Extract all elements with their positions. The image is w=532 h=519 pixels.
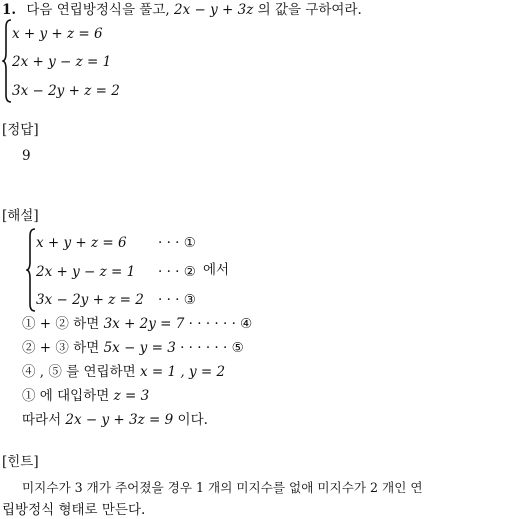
- step-2-lead: ② + ③ 하면: [22, 340, 100, 356]
- solution-eq-1: x + y + z = 6: [36, 235, 127, 251]
- solution-tag-3: · · · ③: [158, 292, 196, 308]
- step-3-lead: ④ , ⑤ 를 연립하면: [22, 364, 136, 380]
- step-1-lead: ① + ② 하면: [22, 316, 100, 332]
- step-1-expr: 3x + 2y = 7: [103, 316, 185, 332]
- problem-eq-3: 3x − 2y + z = 2: [12, 83, 120, 99]
- problem-question: 다음 연립방정식을 풀고,: [26, 2, 170, 18]
- solution-system-suffix: 에서: [203, 262, 230, 278]
- answer-value: 9: [22, 148, 31, 164]
- solution-eq-3: 3x − 2y + z = 2: [36, 292, 144, 308]
- answer-label: [정답]: [2, 122, 39, 138]
- solution-step-5: [22, 412, 208, 428]
- step-2-expr: 5x − y = 3: [103, 340, 176, 356]
- step-2-tail: · · · · · · ⑤: [180, 340, 244, 356]
- solution-label: [해설]: [2, 208, 39, 224]
- step-4-expr: z = 3: [113, 388, 150, 404]
- step-5-expr: 2x − y + 3z = 9: [65, 412, 174, 428]
- solution-brace: [26, 228, 36, 312]
- step-5-lead: 따라서: [22, 412, 62, 428]
- problem-eq-1: x + y + z = 6: [12, 26, 103, 42]
- solution-tag-1: · · · ①: [158, 235, 196, 251]
- step-1-tail: · · · · · · ④: [188, 316, 253, 332]
- problem-number: 1.: [2, 2, 17, 18]
- step-3-expr: x = 1 , y = 2: [139, 364, 226, 380]
- problem-eq-2: 2x + y − z = 1: [12, 54, 112, 70]
- solution-step-3: [22, 364, 225, 380]
- hint-label: [힌트]: [2, 454, 39, 470]
- solution-tag-2: · · · ②: [158, 264, 196, 280]
- problem-expression: 2x − y + 3z: [173, 2, 254, 18]
- problem-line: [2, 2, 362, 18]
- hint-line-2: 립방정식 형태로 만든다.: [2, 502, 146, 518]
- solution-step-2: [22, 340, 244, 356]
- step-5-tail: 이다.: [177, 412, 208, 428]
- hint-line-1: 미지수가 3 개가 주어졌을 경우 1 개의 미지수를 없애 미지수가 2 개인 연: [22, 480, 423, 495]
- problem-brace: [2, 19, 12, 103]
- problem-question-tail: 의 값을 구하여라.: [257, 2, 362, 18]
- solution-step-4: [22, 388, 149, 404]
- step-4-lead: ① 에 대입하면: [22, 388, 110, 404]
- solution-step-1: [22, 316, 252, 332]
- solution-eq-2: 2x + y − z = 1: [36, 264, 136, 280]
